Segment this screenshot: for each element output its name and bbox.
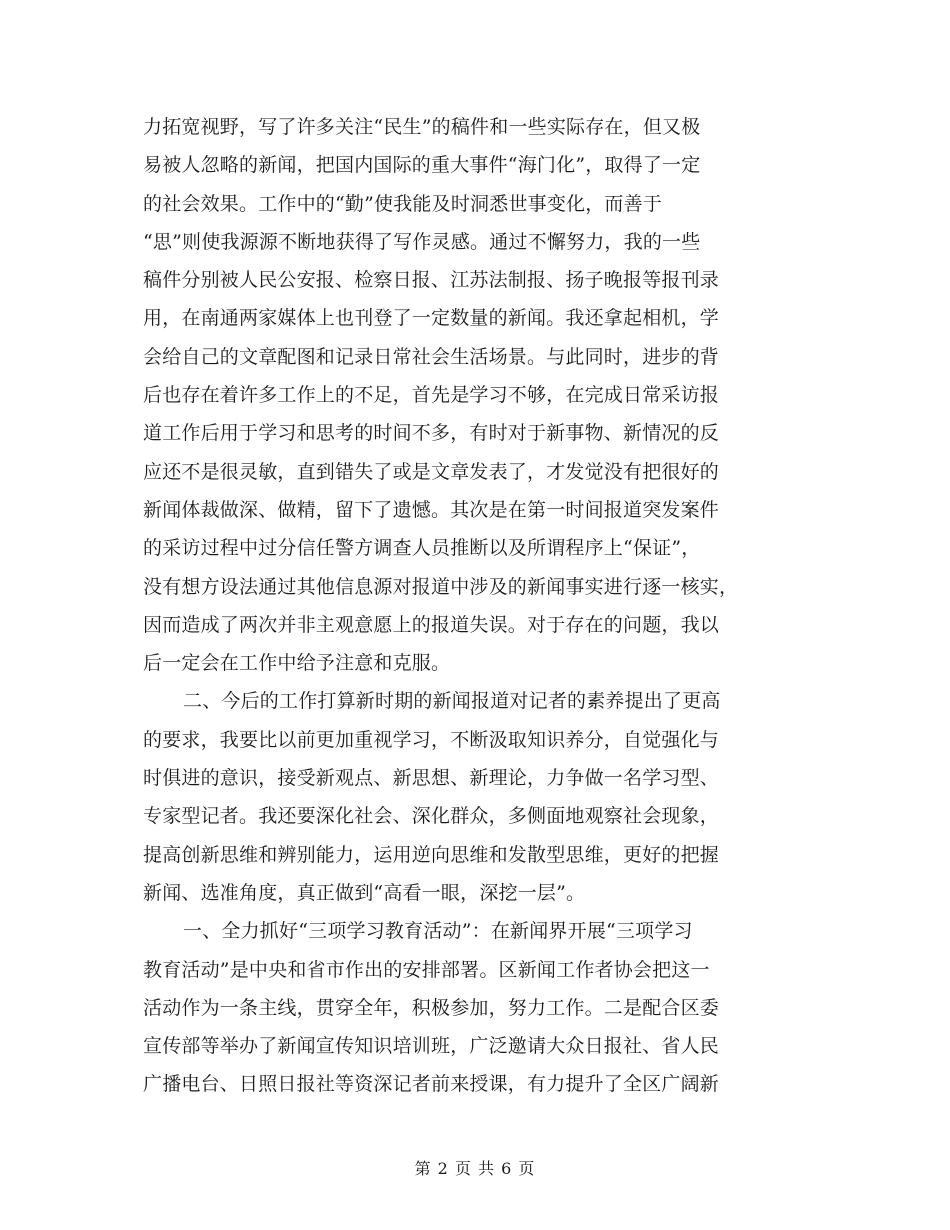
text-line: 易被人忽略的新闻，把国内国际的重大事件“海门化”，取得了一定 — [143, 154, 701, 177]
text-line: 宣传部等举办了新闻宣传知识培训班，广泛邀请大众日报社、省人民 — [143, 1035, 720, 1058]
text-line: 的采访过程中过分信任警方调查人员推断以及所谓程序上“保证”， — [143, 537, 701, 560]
text-line: 会给自己的文章配图和记录日常社会生活场景。与此同时，进步的背 — [143, 345, 720, 368]
text-line: 一、全力抓好“三项学习教育活动”：在新闻界开展“三项学习 — [183, 920, 693, 943]
page-footer: 第 2 页 共 6 页 — [414, 1159, 536, 1178]
text-line: 新闻、选准角度，真正做到“高看一眼，深挖一层”。 — [143, 881, 586, 904]
text-line: 用，在南通两家媒体上也刊登了一定数量的新闻。我还拿起相机，学 — [143, 307, 720, 330]
text-line: 专家型记者。我还要深化社会、深化群众，多侧面地观察社会现象， — [143, 805, 720, 828]
text-line: 力拓宽视野，写了许多关注“民生”的稿件和一些实际存在，但又极 — [143, 116, 701, 138]
text-line: 因而造成了两次并非主观意愿上的报道失误。对于存在的问题，我以 — [143, 613, 720, 636]
text-line: “思”则使我源源不断地获得了写作灵感。通过不懈努力，我的一些 — [143, 230, 701, 253]
text-line: 后一定会在工作中给予注意和克服。 — [143, 652, 451, 675]
text-line: 道工作后用于学习和思考的时间不多，有时对于新事物、新情况的反 — [143, 422, 720, 445]
text-line: 没有想方设法通过其他信息源对报道中涉及的新闻事实进行逐一核实， — [143, 575, 739, 598]
text-line: 的社会效果。工作中的“勤”使我能及时洞悉世事变化，而善于 — [143, 192, 663, 215]
text-line: 活动作为一条主线，贯穿全年，积极参加，努力工作。二是配合区委 — [143, 996, 720, 1019]
body-text — [143, 108, 803, 1104]
text-line: 提高创新思维和辨别能力，运用逆向思维和发散型思维，更好的把握 — [143, 843, 720, 866]
text-line: 广播电台、日照日报社等资深记者前来授课，有力提升了全区广阔新 — [143, 1073, 720, 1096]
text-line: 稿件分别被人民公安报、检察日报、江苏法制报、扬子晚报等报刊录 — [143, 269, 720, 292]
text-line: 时俱进的意识，接受新观点、新思想、新理论，力争做一名学习型、 — [143, 767, 720, 790]
text-line: 新闻体裁做深、做精，留下了遗憾。其次是在第一时间报道突发案件 — [143, 498, 720, 521]
text-line: 教育活动”是中央和省市作出的安排部署。区新闻工作者协会把这一 — [143, 958, 710, 981]
text-line: 二、今后的工作打算新时期的新闻报道对记者的素养提出了更高 — [183, 690, 721, 713]
text-line: 应还不是很灵敏，直到错失了或是文章发表了，才发觉没有把很好的 — [143, 460, 720, 483]
text-line: 的要求，我要比以前更加重视学习，不断汲取知识养分，自觉强化与 — [143, 728, 720, 751]
text-line: 后也存在着许多工作上的不足，首先是学习不够，在完成日常采访报 — [143, 384, 720, 407]
